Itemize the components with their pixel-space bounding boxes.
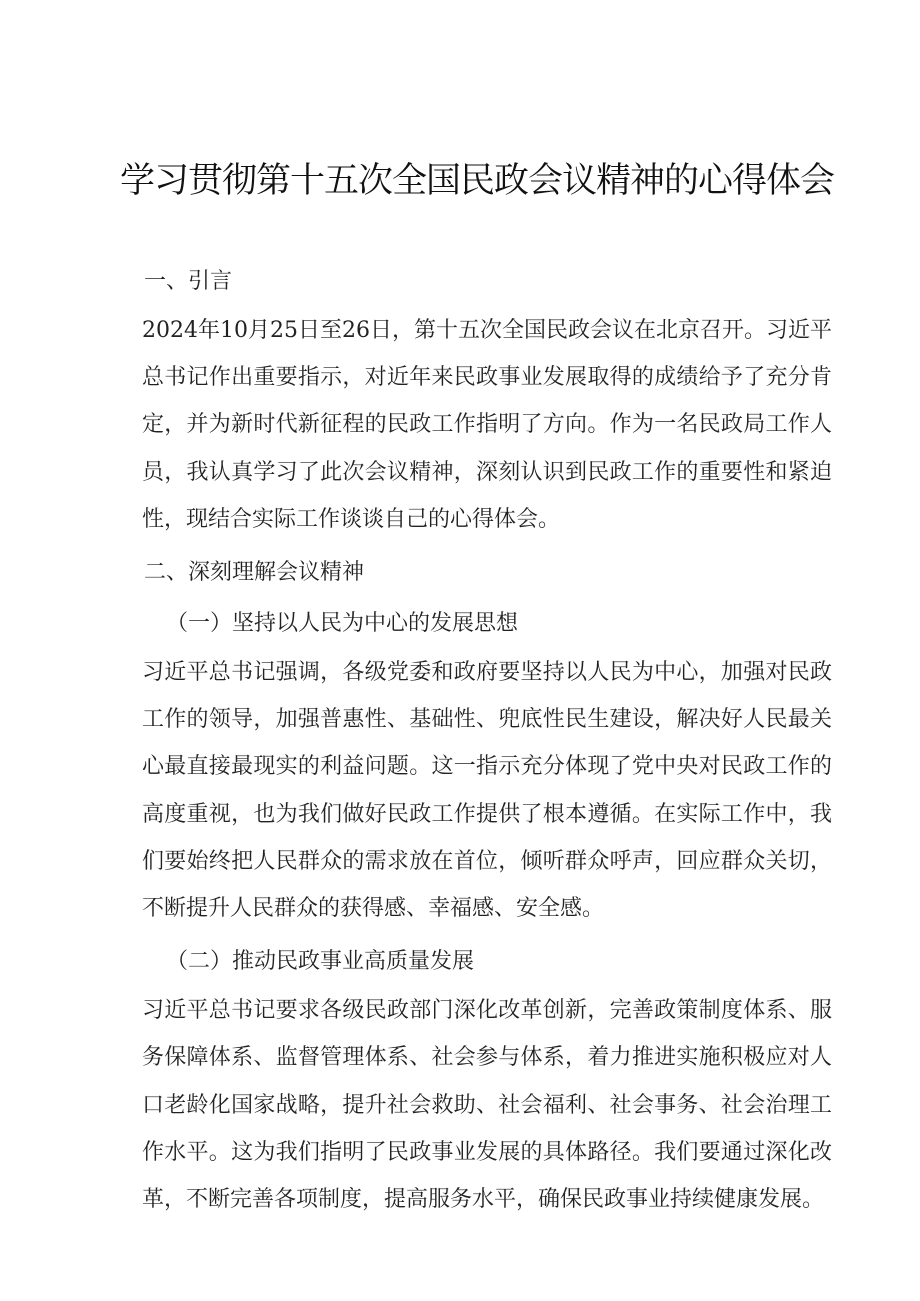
- introduction-paragraph: 2024年10月25日至26日，第十五次全国民政会议在北京召开。习近平总书记作出重要指示，对近年来民政事业发展取得的成绩给予了充分肯定，并为新时代新征程的民政工作指明了方向。作为一名民政局工作人员，我认真学习了此次会议精神，深刻认识到民政工作的重要性和紧迫性，现结合实际工作谈谈自己的心得体会。: [142, 318, 832, 532]
- section-heading-understanding: 二、深刻理解会议精神: [144, 560, 365, 586]
- document-title: 学习贯彻第十五次全国民政会议精神的心得体会: [120, 161, 835, 201]
- subsection-heading-people-centered: （一）坚持以人民为中心的发展思想: [166, 611, 519, 637]
- high-quality-development-paragraph: 习近平总书记要求各级民政部门深化改革创新，完善政策制度体系、服务保障体系、监督管理体系、社会参与体系，着力推进实施积极应对人口老龄化国家战略，提升社会救助、社会福利、社会事务、社会治理工作水平。这为我们指明了民政事业发展的具体路径。我们要通过深化改革，不断完善各项制度，提高服务水平，确保民政事业持续健康发展。: [142, 998, 832, 1213]
- people-centered-paragraph: 习近平总书记强调，各级党委和政府要坚持以人民为中心，加强对民政工作的领导，加强普惠性、基础性、兜底性民生建设，解决好人民最关心最直接最现实的利益问题。这一指示充分体现了党中央对民政工作的高度重视，也为我们做好民政工作提供了根本遵循。在实际工作中，我们要始终把人民群众的需求放在首位，倾听群众呼声，回应群众关切，不断提升人民群众的获得感、幸福感、安全感。: [142, 660, 832, 922]
- section-heading-introduction: 一、引言: [144, 269, 233, 294]
- subsection-heading-high-quality-development: （二）推动民政事业高质量发展: [166, 949, 475, 975]
- document-body: [144, 256, 834, 1223]
